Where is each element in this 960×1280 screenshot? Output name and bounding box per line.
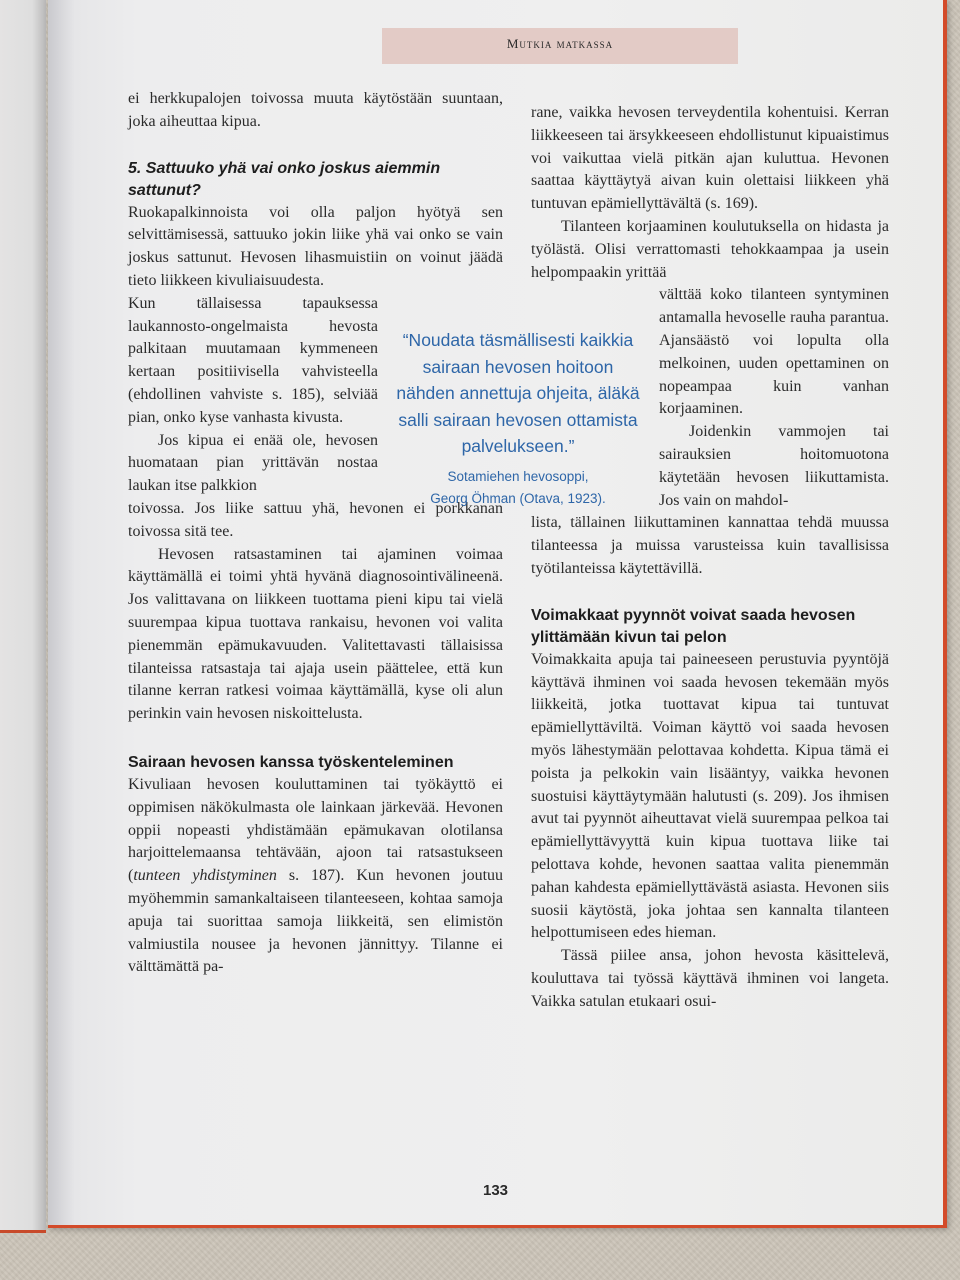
right-paragraph-2-full: Tilanteen korjaaminen koulutuksella on hidasta ja työlästä. Olisi verrattomasti tehokkaampaa ja usein helpompaakin yrittää xyxy=(531,217,889,281)
quote-source-line-1: Sotamiehen hevosoppi, xyxy=(447,468,589,484)
right-paragraph-1: rane, vaikka hevosen terveydentila kohentuisi. Kerran liikkeeseen tai ärsykkeeseen ehdollistunut kipuaistimus voi vaikuttaa vielä pitkän ajan kuluttua. Hevonen saattaa käyttäytyä aivan kuin olettaisi liikkeen yhä tuntuvan epämiellyttävältä (s. 169). xyxy=(531,104,889,213)
paragraph-1-narrow: Kun tällaisessa tapauksessa laukannosto-ongelmaista hevosta palkitaan muutamaan kymmeneen kertaan positiivisella vahvisteella (ehdollinen vahviste s. 185), selviää pian, onko kyse vanhasta kivusta. xyxy=(128,294,378,426)
page-number: 133 xyxy=(482,1182,509,1199)
right-column xyxy=(531,102,889,1013)
quote-text: “Noudata täsmällisesti kaikkia sairaan hevosen hoitoon nähden annettuja ohjeita, äläkä salli sairaan hevosen ottamista palvelukseen.” xyxy=(396,330,640,456)
section-heading-5: 5. Sattuuko yhä vai onko joskus aiemmin sattunut? xyxy=(128,159,441,199)
running-header-title: Mutkia matkassa xyxy=(506,36,614,51)
left-column xyxy=(128,88,503,979)
section-heading-sick-horse: Sairaan hevosen kanssa työskenteleminen xyxy=(128,753,454,771)
paragraph-4 xyxy=(128,774,503,979)
intro-paragraph: ei herkkupalojen toivossa muuta käytöstään suuntaan, joka aiheuttaa kipua. xyxy=(128,90,503,130)
paragraph-4-a: Kivuliaan hevosen kouluttaminen tai työkäyttö ei oppimisen näkökulmasta ole lainkaan järkevää. Hevonen oppii nopeasti yhdistämään epämukavan olotilansa harjoittelemaansa tehtävään, ajoon tai ratsastukseen ( xyxy=(128,775,503,885)
running-header xyxy=(382,28,738,64)
section-heading-strong-requests: Voimakkaat pyynnöt voivat saada hevosen ylittämään kivun tai pelon xyxy=(531,606,856,646)
right-paragraph-3-full: lista, tällainen liikuttaminen kannattaa tehdä muussa tilanteessa ja muissa varusteissa kuin tavallisissa työtilanteissa käytettävillä. xyxy=(531,514,889,577)
right-paragraph-4: Voimakkaita apuja tai paineeseen perustuvia pyyntöjä käyttävä ihminen voi saada hevosen tekemään myös liikkeitä, jotka tuottavat kipua tai tuntuvat epämiellyttäviltä. Voiman käyttö voi saada hevosen myös lähestymään pelottavaa kohdetta. Kipua tämä ei poista ja pelkokin vain lisääntyy, vaikka hevonen suostuisi käyttäytymään halutusti (s. 209). Jos ihmisen avut tai pyynnöt aiheuttavat vielä suurempaa pelkoa tai epämiellyttävyyttä kuin kipua tuottava liike tai pelottava kohde, hevonen saattaa valita pienemmän pahan kahdesta epämiellyttävästä asiasta. Hevonen siis suosii käytöstä, joka johtaa sen kannalta tilanteen helpottumiseen edes hieman. xyxy=(531,650,889,942)
paragraph-4-italic: tunteen yhdistyminen xyxy=(133,867,277,885)
right-paragraph-5: Tässä piilee ansa, johon hevosta käsittelevä, kouluttava tai työssä käyttävä ihminen voi langeta. Vaikka satulan etukaari osui- xyxy=(531,947,889,1010)
right-paragraph-3-narrow: Joidenkin vammojen tai sairauksien hoitomuotona käytetään hevosen liikuttamista. Jos vain on mahdol- xyxy=(659,423,889,509)
paragraph-2-full: toivossa. Jos liike sattuu yhä, hevonen ei porkkanan toivossa sitä tee. xyxy=(128,499,503,540)
paragraph-1-full: Ruokapalkinnoista voi olla paljon hyötyä sen selvittämisessä, sattuuko jokin liike yhä vai onko se vain joskus sattunut. Hevosen lihasmuistiin on voinut jäädä tieto liikkeen kivuliaisuudesta. xyxy=(128,203,503,289)
right-paragraph-2-narrow: välttää koko tilanteen syntyminen antamalla hevoselle rauha parantua. Ajansäästö voi lopulta olla melkoinen, uuden opettaminen on nopeampaa kuin vanhan korjaaminen. xyxy=(659,286,889,418)
quote-source-line-2: Georg Öhman (Otava, 1923). xyxy=(430,490,606,506)
paragraph-4-b: s. 187). Kun hevonen joutuu myöhemmin samankaltaiseen tilanteeseen, kohtaa samoja apuja tai suorittaa samoja liikkeitä, sen elimistön valmiustila nousee ja hevonen jännittyy. Tilanne ei välttämättä pa- xyxy=(128,867,504,976)
paragraph-2-narrow: Jos kipua ei enää ole, hevosen huomataan pian yrittävän nostaa laukan itse palkkion xyxy=(128,431,378,495)
paragraph-3: Hevosen ratsastaminen tai ajaminen voimaa käyttämällä ei toimi yhtä hyvänä diagnosointivälineenä. Jos valittavana on liikkeen tuottama pieni kipu tai vielä suurempaa kipua tuottava rankaisu, hevonen voi valita pienemmän epämukavuuden. Valitettavasti tällaisissa tilanteissa ratsastaja tai ajaja usein päättelee, että kun tilanne kerran ratkesi voimaa käyttämällä, kyse oli alun perinkin vain hevosen niskoittelusta. xyxy=(128,545,503,723)
previous-page-edge xyxy=(0,0,46,1233)
